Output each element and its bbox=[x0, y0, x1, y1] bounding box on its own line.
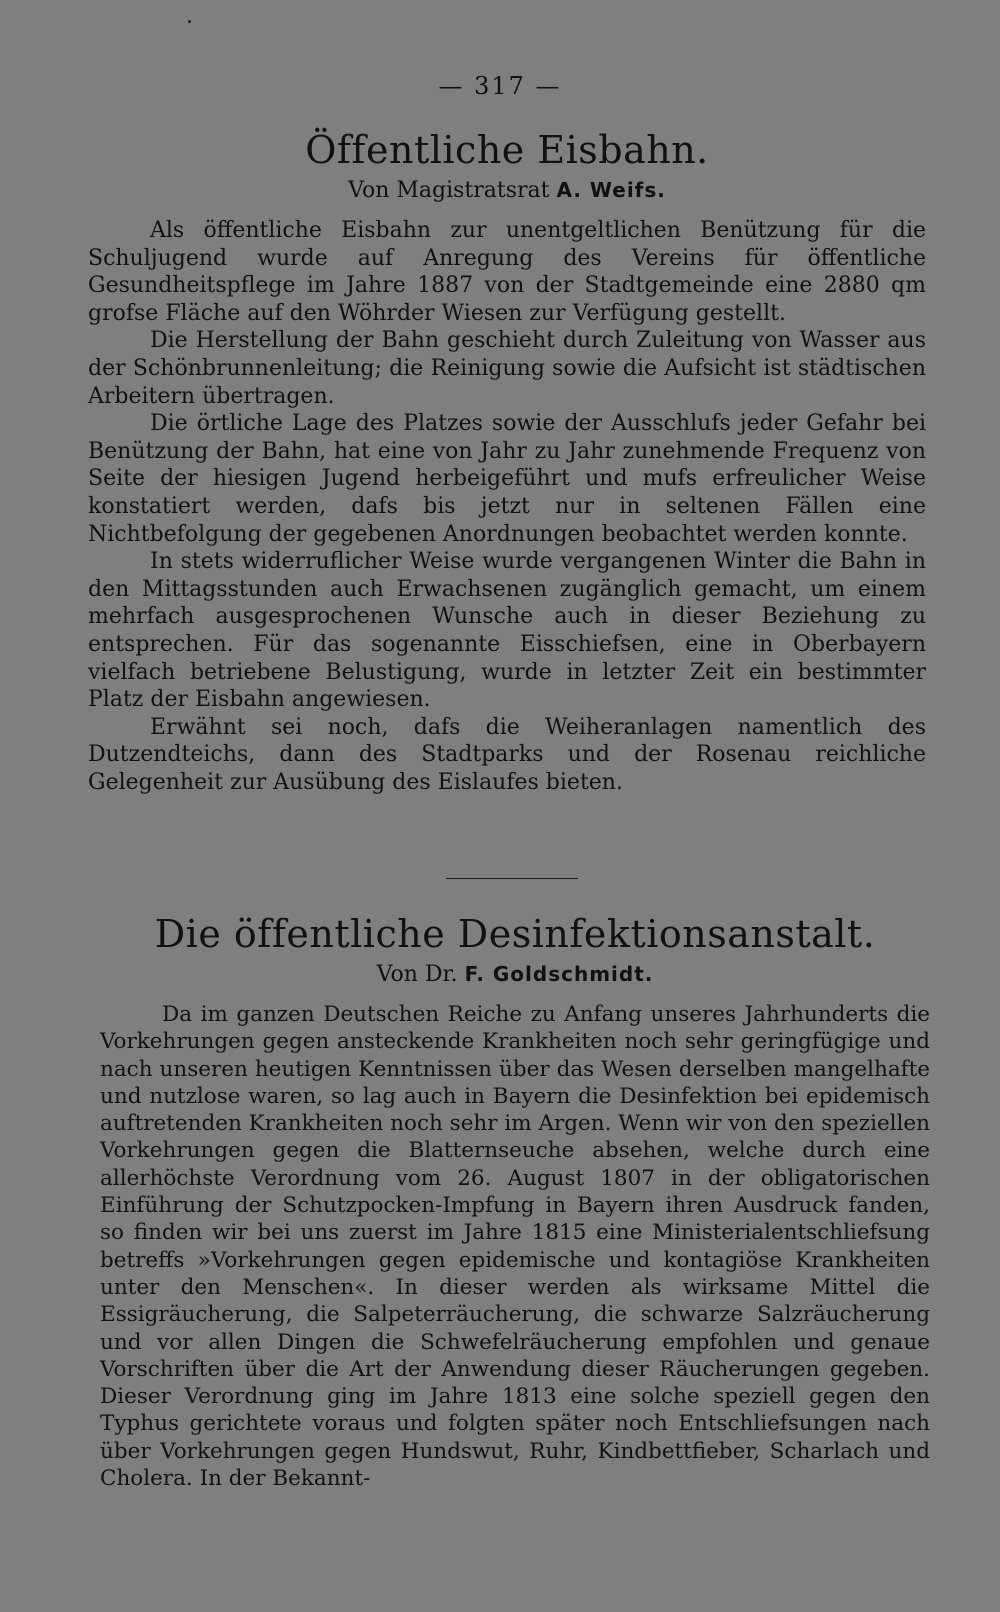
print-speck bbox=[188, 20, 191, 23]
article-byline bbox=[88, 178, 926, 203]
article-byline bbox=[100, 962, 930, 987]
paragraph: Erwähnt sei noch, dafs die Weiheranlagen namentlich des Dutzendteichs, dann des Stadtparks und der Rosenau reichliche Gelegenheit zur Ausübung des Eislaufes bieten. bbox=[88, 714, 926, 795]
paragraph: Da im ganzen Deutschen Reiche zu Anfang unseres Jahrhunderts die Vorkehrungen gegen ansteckende Krankheiten noch sehr geringfügige und nach unseren heutigen Kenntnissen über das Wesen derselben mangelhafte und nutzlose waren, so lag auch in Bayern die Desinfektion bei epidemisch auftretenden Krankheiten noch sehr im Argen. Wenn wir von den speziellen Vorkehrungen gegen die Blatternseuche absehen, welche durch eine allerhöchste Verordnung vom 26. August 1807 in der obligatorischen Einführung der Schutzpocken-Impfung in Bayern ihren Ausdruck fanden, so finden wir bei uns zuerst im Jahre 1815 eine Ministerialentschliefsung betreffs »Vorkehrungen gegen epidemische und kontagiöse Krankheiten unter den Menschen«. In dieser werden als wirksame Mittel die Essigräucherung, die Salpeterräucherung, die schwarze Salzräucherung und vor allen Dingen die Schwefelräucherung empfohlen und genaue Vorschriften über die Art der Anwendung dieser Räucherungen gegeben. Dieser Verordnung ging im Jahre 1813 eine solche speziell gegen den Typhus gerichtete voraus und folgten später noch Entschliefsungen nach über Vorkehrungen gegen Hundswut, Ruhr, Kindbettfieber, Scharlach und Cholera. In der Bekannt- bbox=[100, 1002, 930, 1492]
page-number: — 317 — bbox=[438, 72, 562, 100]
paragraph: Die Herstellung der Bahn geschieht durch Zuleitung von Wasser aus der Schönbrunnenleitung; die Reinigung sowie die Aufsicht ist städtischen Arbeitern übertragen. bbox=[88, 328, 926, 409]
paragraph: Als öffentliche Eisbahn zur unentgeltlichen Benützung für die Schuljugend wurde auf Anregung des Vereins für öffentliche Gesundheitspflege im Jahre 1887 von der Stadtgemeinde eine 2880 qm grofse Fläche auf den Wöhrder Wiesen zur Verfügung gestellt. bbox=[88, 218, 926, 326]
article-title: Die öffentliche Desinfektionsanstalt. bbox=[154, 912, 876, 956]
article-title: Öffentliche Eisbahn. bbox=[305, 128, 709, 172]
byline-author: A. Weifs. bbox=[556, 178, 666, 202]
byline-prefix: Von Magistratsrat bbox=[348, 178, 550, 203]
byline-prefix: Von Dr. bbox=[376, 962, 458, 987]
section-divider bbox=[446, 878, 578, 879]
article-desinfektionsanstalt bbox=[100, 912, 930, 1492]
article-oeffentliche-eisbahn bbox=[88, 128, 926, 796]
byline-author: F. Goldschmidt. bbox=[464, 962, 654, 986]
paragraph: In stets widerruflicher Weise wurde vergangenen Winter die Bahn in den Mittagsstunden auch Erwachsenen zugänglich gemacht, um einem mehrfach ausgesprochenen Wunsche auch in dieser Beziehung zu entsprechen. Für das sogenannte Eisschiefsen, eine in Oberbayern vielfach betriebene Belustigung, wurde in letzter Zeit ein bestimmter Platz der Eisbahn angewiesen. bbox=[88, 549, 926, 713]
paragraph: Die örtliche Lage des Platzes sowie der Ausschlufs jeder Gefahr bei Benützung der Bahn, hat eine von Jahr zu Jahr zunehmende Frequenz von Seite der hiesigen Jugend herbeigeführt und mufs erfreulicher Weise konstatiert werden, dafs bis jetzt nur in seltenen Fällen eine Nichtbefolgung der gegebenen Anordnungen beobachtet werden konnte. bbox=[88, 411, 926, 547]
